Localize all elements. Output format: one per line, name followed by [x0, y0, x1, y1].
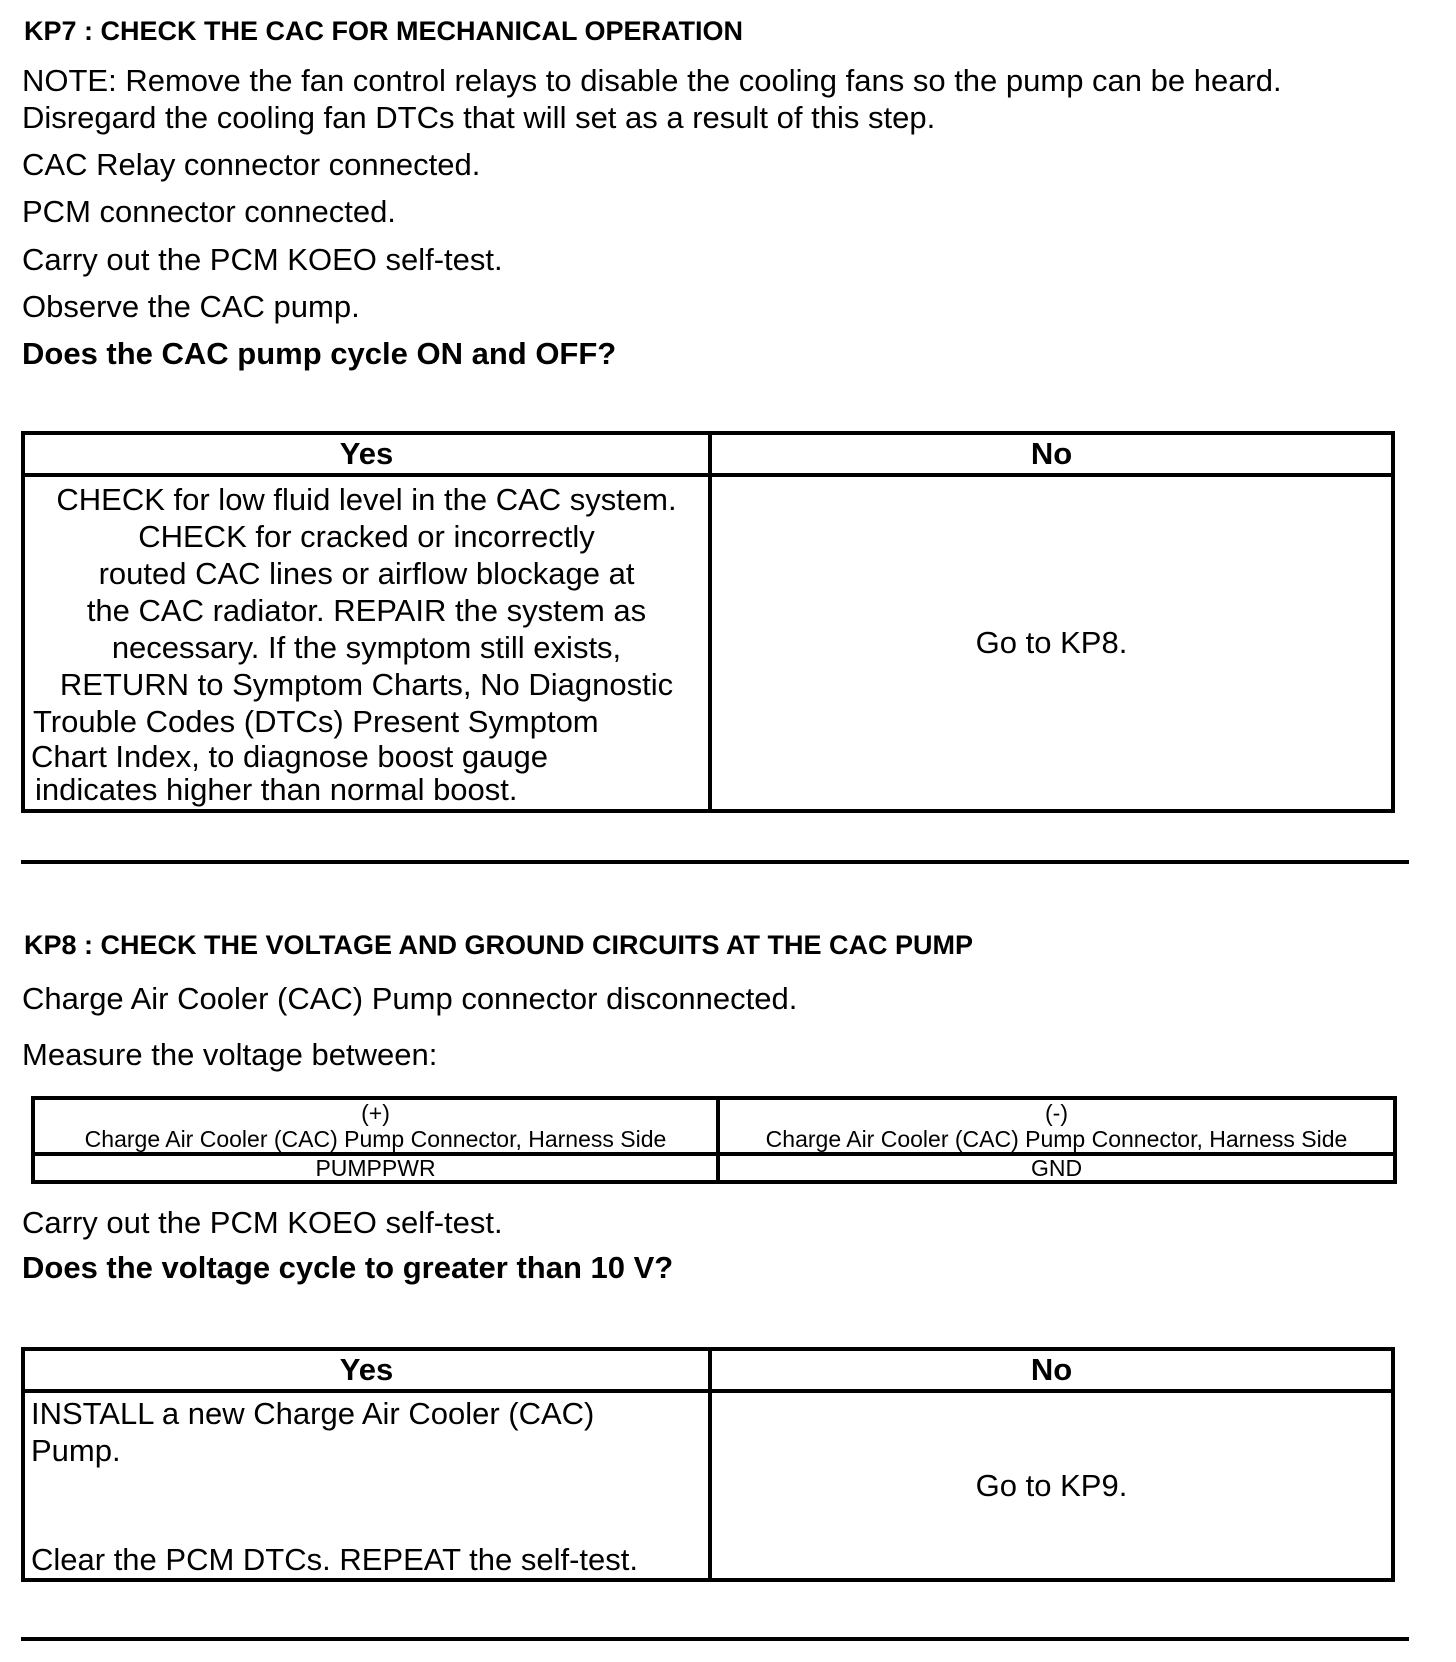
kp7-yes-line: CHECK for cracked or incorrectly [138, 518, 595, 554]
kp7-yes-line: routed CAC lines or airflow blockage at [98, 555, 635, 591]
positive-label: Charge Air Cooler (CAC) Pump Connector, Harness Side [84, 1126, 667, 1152]
kp7-note-line-2: Disregard the cooling fan DTCs that will set as a result of this step. [22, 100, 936, 135]
section-divider [21, 860, 1409, 864]
measure-negative-header [718, 1098, 1395, 1154]
kp8-heading: KP8 : CHECK THE VOLTAGE AND GROUND CIRCUITS AT THE CAC PUMP [24, 930, 974, 960]
negative-sign: (-) [1045, 1100, 1068, 1126]
kp8-yes-line-3: Clear the PCM DTCs. REPEAT the self-test. [31, 1542, 638, 1577]
kp7-yes-line: CHECK for low fluid level in the CAC system. [56, 481, 677, 517]
kp8-no-header: No [710, 1349, 1393, 1391]
kp7-question: Does the CAC pump cycle ON and OFF? [22, 336, 617, 371]
kp8-yes-no-table [21, 1347, 1395, 1582]
kp8-question: Does the voltage cycle to greater than 10 V? [22, 1250, 674, 1285]
kp7-no-header: No [710, 433, 1393, 475]
kp8-no-cell: Go to KP9. [710, 1391, 1393, 1580]
kp8-measure-table [31, 1096, 1397, 1184]
kp7-yes-line: Trouble Codes (DTCs) Present Symptom [33, 703, 599, 739]
kp7-yes-cell [23, 475, 710, 811]
kp7-yes-no-table [21, 431, 1395, 813]
kp7-no-cell: Go to KP8. [710, 475, 1393, 811]
positive-sign: (+) [361, 1100, 390, 1126]
kp7-yes-header: Yes [23, 433, 710, 475]
kp7-yes-line: indicates higher than normal boost. [35, 771, 518, 807]
negative-pin: GND [718, 1154, 1395, 1182]
kp7-yes-line: necessary. If the symptom still exists, [111, 629, 622, 665]
kp7-yes-line: Chart Index, to diagnose boost gauge [31, 738, 549, 774]
kp8-yes-header: Yes [23, 1349, 710, 1391]
kp8-step-3: Carry out the PCM KOEO self-test. [22, 1205, 503, 1240]
kp7-step-3: Carry out the PCM KOEO self-test. [22, 242, 503, 277]
measure-positive-header [33, 1098, 718, 1154]
kp8-step-1: Charge Air Cooler (CAC) Pump connector disconnected. [22, 981, 798, 1016]
kp8-yes-cell [23, 1391, 710, 1580]
kp7-yes-line: the CAC radiator. REPAIR the system as [86, 592, 647, 628]
kp7-step-1: CAC Relay connector connected. [22, 147, 481, 182]
kp8-yes-line-2: Pump. [31, 1433, 121, 1468]
kp7-heading: KP7 : CHECK THE CAC FOR MECHANICAL OPERATION [24, 16, 744, 46]
section-divider-bottom [21, 1637, 1409, 1641]
positive-pin: PUMPPWR [33, 1154, 718, 1182]
kp8-yes-line-1: INSTALL a new Charge Air Cooler (CAC) [31, 1396, 595, 1431]
negative-label: Charge Air Cooler (CAC) Pump Connector, Harness Side [765, 1126, 1348, 1152]
kp8-step-2: Measure the voltage between: [22, 1037, 438, 1072]
kp7-note-line-1: NOTE: Remove the fan control relays to disable the cooling fans so the pump can be heard. [22, 63, 1282, 98]
kp7-step-4: Observe the CAC pump. [22, 289, 360, 324]
kp7-yes-line: RETURN to Symptom Charts, No Diagnostic [59, 666, 674, 702]
kp7-step-2: PCM connector connected. [22, 194, 396, 229]
